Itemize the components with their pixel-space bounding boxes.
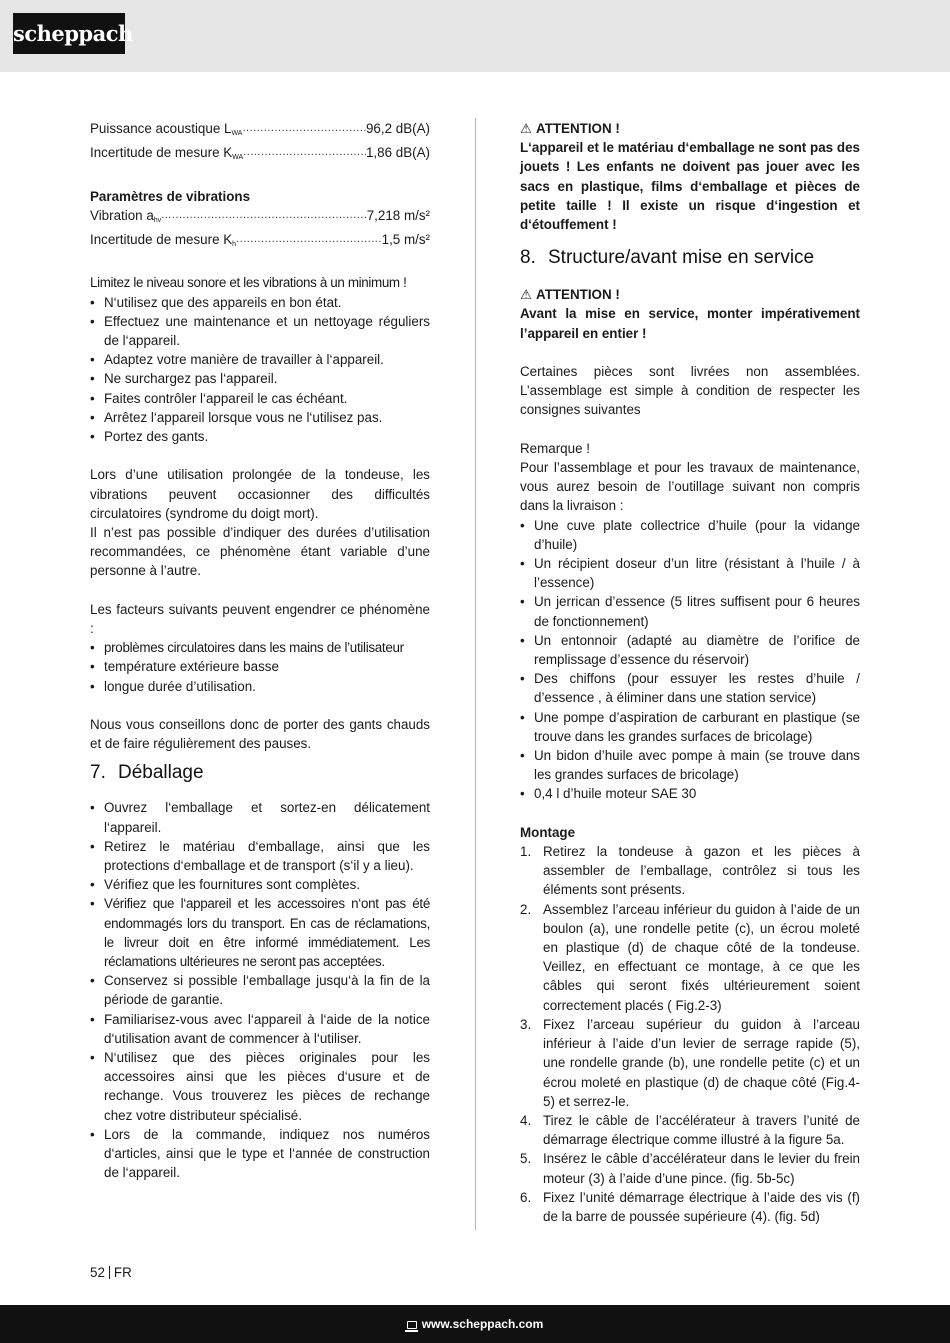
list-item: • température extérieure basse <box>90 657 430 676</box>
step-item: 2. Assemblez l’arceau inférieur du guidon à l’aide de un boulon (a), une rondelle petite (c), un écrou moleté en plastique (d) de chaque côté de la tondeuse. Veillez, en effectuant ce montage, à ce que les câbles qui seront fixés ultérieurement soient correctement placés ( Fig.2-3) <box>520 901 860 1013</box>
unpack-list <box>90 798 430 1182</box>
section-8-heading: 8. Structure/avant mise en service <box>520 247 815 269</box>
limit-intro: Limitez le niveau sonore et les vibrations à un minimum ! <box>90 275 407 291</box>
column-divider <box>475 118 476 1230</box>
list-item: • 0,4 l d’huile moteur SAE 30 <box>520 784 860 803</box>
left-column <box>90 119 430 1182</box>
list-item: • Effectuez une maintenance et un nettoyage réguliers de l‘appareil. <box>90 312 430 350</box>
brand-logo: scheppach <box>13 13 125 54</box>
step-item: 3. Fixez l’arceau supérieur du guidon à l’arceau inférieur à l’aide d’un levier de serrage rapide (5), une rondelle grande (b), une rondelle petite (c) et un écrou moleté en plastique (d) de chaque côté (Fig.4-5) et serrez-le. <box>520 1016 860 1109</box>
computer-icon <box>407 1321 417 1329</box>
list-item: • Une cuve plate collectrice d’huile (pour la vidange d’huile) <box>520 516 860 554</box>
list-item: • Des chiffons (pour essuyer les restes d’huile / d’essence , à éliminer dans une station service) <box>520 669 860 707</box>
vibration-heading: Paramètres de vibrations <box>90 188 251 204</box>
warning-text: Avant la mise en service, monter impérativement l’appareil en entier ! <box>520 306 860 341</box>
spec-row: Vibration $a_{hv}$ ..... 7,218 m/s² <box>90 206 430 230</box>
spec-row: Incertitude de mesure $K_h$ ..... 1,5 m/s² <box>90 230 430 254</box>
list-item: • Un entonnoir (adapté au diamètre de l’orifice de remplissage d’essence du réservoir) <box>520 631 860 669</box>
step-item: 4. Tirez le câble de l’accélérateur à travers l’unité de démarrage électrique comme illustré à la figure 5a. <box>520 1112 860 1148</box>
warning-title: ⚠ ATTENTION ! <box>520 119 860 138</box>
list-item: • Vérifiez que l‘appareil et les accessoires n‘ont pas été endommagés lors du transport. En cas de réclamations, le livreur doit en être informé immédiatement. Les réclamations ultérieures ne seront pas acceptées. <box>90 894 430 971</box>
list-item: • Ouvrez l‘emballage et sortez-en délicatement l‘appareil. <box>90 798 430 836</box>
tools-list <box>520 516 860 804</box>
spec-row: Incertitude de mesure $K_{WA}$ ..... 1,86 dB(A) <box>90 143 430 167</box>
footer-bar <box>0 1305 950 1343</box>
page-number: 52 FR <box>90 1265 132 1280</box>
header-bar <box>0 0 950 72</box>
list-item: • Adaptez votre manière de travailler à l‘appareil. <box>90 350 430 369</box>
step-item: 5. Insérez le câble d’accélérateur dans le levier du frein moteur (3) à l’aide d’une pince. (fig. 5b-5c) <box>520 1151 860 1186</box>
paragraph: Nous vous conseillons donc de porter des gants chauds et de faire régulièrement des pauses. <box>90 717 430 752</box>
right-column <box>520 119 860 1226</box>
warning-icon: ⚠ <box>520 121 533 136</box>
list-item: • Ne surchargez pas l‘appareil. <box>90 369 430 388</box>
spec-value: 1,86 dB(A) <box>365 145 430 161</box>
list-item: • Faites contrôler l‘appareil le cas échéant. <box>90 389 430 408</box>
paragraph: Il n’est pas possible d’indiquer des durées d’utilisation recommandées, ce phénomène étant variable d’une personne à l’autre. <box>90 525 430 579</box>
list-item: • longue durée d’utilisation. <box>90 677 430 696</box>
list-item: • Conservez si possible l‘emballage jusqu‘à la fin de la période de garantie. <box>90 971 430 1009</box>
paragraph: Certaines pièces sont livrées non assemblées. L’assemblage est simple à condition de respecter les consignes suivantes <box>520 364 860 418</box>
remark-label: Remarque ! <box>520 440 590 456</box>
montage-steps <box>520 842 860 1226</box>
step-item: 6. Fixez l’unité démarrage électrique à l’aide des vis (f) de la barre de poussée supérieure (4). (fig. 5d) <box>520 1189 860 1224</box>
list-item: • Vérifiez que les fournitures sont complètes. <box>90 875 430 894</box>
list-item: • Familiarisez-vous avec l‘appareil à l‘aide de la notice d‘utilisation avant de commencer à l‘utiliser. <box>90 1010 430 1048</box>
list-item: • Un jerrican d’essence (5 litres suffisent pour 6 heures de fonctionnement) <box>520 592 860 630</box>
list-item: • Portez des gants. <box>90 427 430 446</box>
paragraph: Pour l’assemblage et pour les travaux de maintenance, vous aurez besoin de l’outillage suivant non compris dans la livraison : <box>520 460 860 514</box>
limit-list <box>90 293 430 447</box>
list-item: • Retirez le matériau d‘emballage, ainsi que les protections d‘emballage et de transport (s‘il y a lieu). <box>90 837 430 875</box>
warning-icon: ⚠ <box>520 287 533 303</box>
paragraph: Lors d’une utilisation prolongée de la tondeuse, les vibrations peuvent occasionner des difficultés circulatoires (syndrome du doigt mort). <box>90 467 430 521</box>
list-item: • Une pompe d’aspiration de carburant en plastique (se trouve dans les grandes surfaces de bricolage) <box>520 708 860 746</box>
warning-title: ⚠ ATTENTION ! <box>520 285 860 304</box>
warning-text: L‘appareil et le matériau d‘emballage ne sont pas des jouets ! Les enfants ne doivent pas jouer avec les sacs en plastique, films d‘emballage et pièces de petite taille ! Il existe un risque d‘ingestion et d‘étouffement ! <box>520 140 860 233</box>
list-item: • Lors de la commande, indiquez nos numéros d‘articles, ainsi que le type et l‘année de construction de l‘appareil. <box>90 1125 430 1183</box>
spec-value: 1,5 m/s² <box>381 232 430 247</box>
factors-list <box>90 638 430 696</box>
spec-row: Puissance acoustique $L_{WA}$ ..... 96,2 dB(A) <box>90 119 430 143</box>
list-item: • Arrêtez l‘appareil lorsque vous ne l‘utilisez pas. <box>90 408 430 427</box>
website-link[interactable]: www.scheppach.com <box>421 1317 544 1331</box>
paragraph: Les facteurs suivants peuvent engendrer ce phénomène : <box>90 601 430 637</box>
list-item: • Un récipient doseur d’un litre (résistant à l’huile / à l’essence) <box>520 554 860 592</box>
list-item: • Un bidon d’huile avec pompe à main (se trouve dans les grandes surfaces de bricolage) <box>520 746 860 784</box>
step-item: 1. Retirez la tondeuse à gazon et les pièces à assembler de l’emballage, contrôlez si tous les éléments sont présents. <box>520 844 860 898</box>
spec-value: 96,2 dB(A) <box>365 121 430 136</box>
montage-heading: Montage <box>520 824 576 840</box>
list-item: • N‘utilisez que des pièces originales pour les accessoires ainsi que les pièces d‘usure et de rechange. Vous trouverez les pièces de rechange chez votre distributeur spécialisé. <box>90 1048 430 1125</box>
list-item: • problèmes circulatoires dans les mains de l’utilisateur <box>90 638 430 657</box>
section-7-heading: 7. Déballage <box>90 762 204 784</box>
spec-value: 7,218 m/s² <box>366 207 430 223</box>
list-item: • N‘utilisez que des appareils en bon état. <box>90 293 430 312</box>
